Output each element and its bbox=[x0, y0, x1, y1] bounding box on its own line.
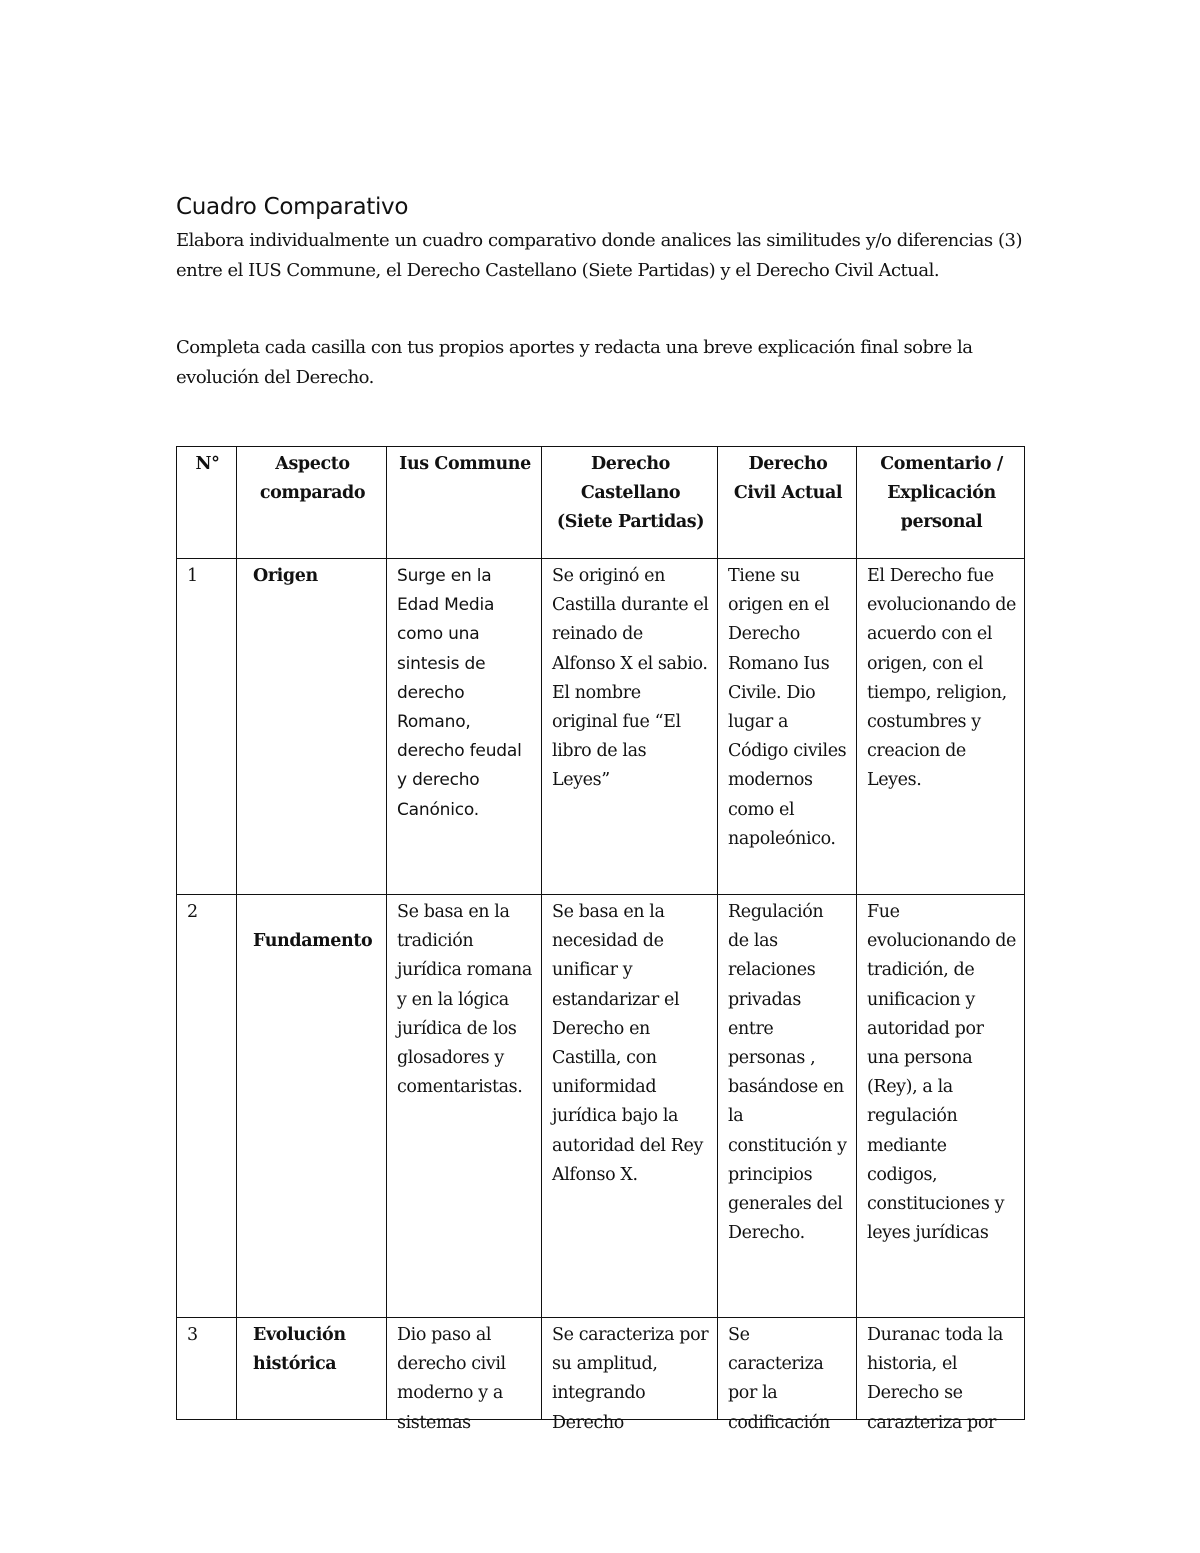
instructions-paragraph-2: Completa cada casilla con tus propios aportes y redacta una breve explicación final sobre la evolución del Derecho. bbox=[176, 337, 973, 388]
table-row bbox=[177, 1318, 1025, 1420]
cell-text: Se caracteriza por la codificación bbox=[728, 1325, 830, 1433]
cell-text: Se caracteriza por su amplitud, integrando Derecho bbox=[552, 1325, 709, 1433]
row-aspect: Evolución histórica bbox=[237, 1318, 387, 1420]
comparison-table bbox=[176, 446, 1025, 1433]
cell-derecho-civil bbox=[718, 1318, 857, 1433]
cell-comment bbox=[857, 1318, 1025, 1433]
cell-ius-commune: Surge en la Edad Media como una sintesis de derecho Romano, derecho feudal y derecho Canónico. bbox=[387, 559, 542, 895]
cell-comment: El Derecho fue evolucionando de acuerdo con el origen, con el tiempo, religion, costumbres y creacion de Leyes. bbox=[857, 559, 1025, 895]
row-number: 2 bbox=[177, 895, 237, 1318]
row-number: 3 bbox=[177, 1318, 237, 1420]
cell-comment: Fue evolucionando de tradición, de unificacion y autoridad por una persona (Rey), a la regulación mediante codigos, constituciones y leyes jurídicas bbox=[857, 895, 1025, 1318]
cell-derecho-civil: Regulación de las relaciones privadas entre personas , basándose en la constitución y principios generales del Derecho. bbox=[718, 895, 857, 1318]
document-title: Cuadro Comparativo bbox=[176, 194, 409, 220]
cell-text: Dio paso al derecho civil moderno y a sistemas bbox=[397, 1325, 506, 1433]
header-ius-commune: Ius Commune bbox=[387, 447, 542, 559]
cell-ius-commune: Se basa en la tradición jurídica romana y en la lógica jurídica de los glosadores y comentaristas. bbox=[387, 895, 542, 1318]
row-number: 1 bbox=[177, 559, 237, 895]
cell-text: Duranac toda la historia, el Derecho se carazteriza por bbox=[867, 1325, 1003, 1433]
header-derecho-civil: Derecho Civil Actual bbox=[718, 447, 857, 559]
row-aspect: Fundamento bbox=[237, 895, 387, 1318]
cell-derecho-castellano: Se originó en Castilla durante el reinado de Alfonso X el sabio. El nombre original fue “El libro de las Leyes” bbox=[542, 559, 718, 895]
cell-derecho-civil: Tiene su origen en el Derecho Romano Ius Civile. Dio lugar a Código civiles modernos como el napoleónico. bbox=[718, 559, 857, 895]
table-row bbox=[177, 559, 1025, 895]
row-aspect: Origen bbox=[237, 559, 387, 895]
table-header-row bbox=[177, 447, 1025, 559]
table-row bbox=[177, 895, 1025, 1318]
cell-ius-commune bbox=[387, 1318, 542, 1433]
header-comment: Comentario / Explicación personal bbox=[857, 447, 1025, 559]
header-number: N° bbox=[177, 447, 237, 559]
header-aspect: Aspecto comparado bbox=[237, 447, 387, 559]
cell-derecho-castellano: Se basa en la necesidad de unificar y estandarizar el Derecho en Castilla, con uniformidad jurídica bajo la autoridad del Rey Alfonso X. bbox=[542, 895, 718, 1318]
cell-derecho-castellano bbox=[542, 1318, 718, 1433]
header-derecho-castellano: Derecho Castellano (Siete Partidas) bbox=[542, 447, 718, 559]
instructions-paragraph-1: Elabora individualmente un cuadro comparativo donde analices las similitudes y/o diferencias (3) entre el IUS Commune, el Derecho Castellano (Siete Partidas) y el Derecho Civil Actual. bbox=[176, 230, 1022, 281]
